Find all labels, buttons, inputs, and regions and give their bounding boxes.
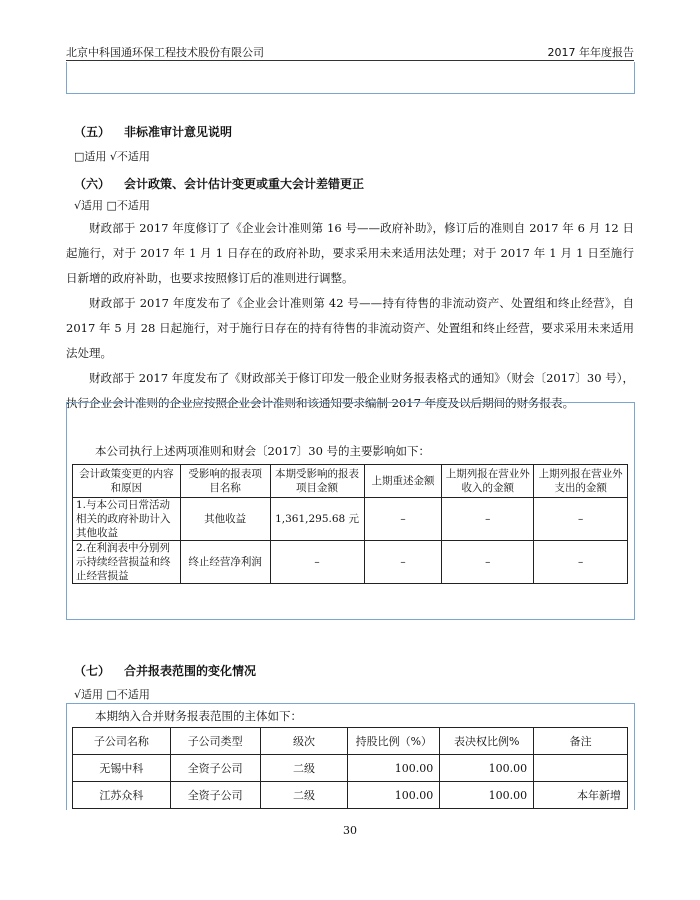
section6-paragraph-2: 财政部于 2017 年度发布了《企业会计准则第 42 号——持有待售的非流动资产、处置组和终止经营》，自 2017 年 5 月 28 日起施行，对于施行日存在的持有待售的非流动资产、处置组和终止经营，要求采用未来适用法处理。 <box>66 296 634 360</box>
table-header-cell: 受影响的报表项目名称 <box>180 465 270 498</box>
section6-options: √适用 □不适用 <box>74 199 150 212</box>
table-cell: – <box>534 541 628 584</box>
section6-number: （六） <box>74 177 111 191</box>
section6-heading <box>74 175 364 192</box>
table-cell: 1,361,295.68 元 <box>270 498 364 541</box>
table-cell: 2.在利润表中分别列示持续经营损益和终止经营损益 <box>73 541 181 584</box>
table-header-cell: 上期列报在营业外收入的金额 <box>442 465 534 498</box>
continuation-box <box>66 62 635 94</box>
section6-paragraph-1: 财政部于 2017 年度修订了《企业会计准则第 16 号——政府补助》，修订后的准则自 2017 年 6 月 12 日起施行，对于 2017 年 1 月 1 日存在的政府补助，要求采用未来适用法处理；对于 2017 年 1 月 1 日至施行日新增的政府补助，也要求按照修订后的准则进行调整。 <box>66 221 634 285</box>
section7-intro: 本期纳入合并财务报表范围的主体如下： <box>95 709 302 723</box>
table-cell: 全资子公司 <box>170 755 260 782</box>
table-header-cell: 上期列报在营业外支出的金额 <box>534 465 628 498</box>
table-cell: 其他收益 <box>180 498 270 541</box>
policy-change-table <box>72 464 628 584</box>
table-cell: 本年新增 <box>534 782 628 809</box>
section6-title: 会计政策、会计估计变更或重大会计差错更正 <box>124 177 365 191</box>
table-cell: 终止经营净利润 <box>180 541 270 584</box>
table-cell: – <box>270 541 364 584</box>
table-cell <box>534 755 628 782</box>
table-header-row <box>73 728 628 755</box>
table-cell: 100.00 <box>440 755 534 782</box>
table-header-cell: 表决权比例% <box>440 728 534 755</box>
table-header-cell: 持股比例（%） <box>348 728 440 755</box>
table-cell: 100.00 <box>440 782 534 809</box>
table-cell: – <box>364 498 442 541</box>
section7-heading <box>74 662 256 679</box>
table-cell: 全资子公司 <box>170 782 260 809</box>
section5-heading <box>74 123 232 140</box>
table-cell: – <box>442 541 534 584</box>
table-cell: 1.与本公司日常活动相关的政府补助计入其他收益 <box>73 498 181 541</box>
table-header-cell: 子公司名称 <box>73 728 171 755</box>
table-cell: – <box>442 498 534 541</box>
table-header-cell: 子公司类型 <box>170 728 260 755</box>
header-company: 北京中科国通环保工程技术股份有限公司 <box>66 46 264 59</box>
table-cell: 江苏众科 <box>73 782 171 809</box>
section5-title: 非标准审计意见说明 <box>124 125 233 139</box>
table-row <box>73 755 628 782</box>
table-header-cell: 级次 <box>260 728 348 755</box>
subsidiary-table <box>72 727 628 809</box>
table-cell: 100.00 <box>348 755 440 782</box>
table-header-cell: 备注 <box>534 728 628 755</box>
table-cell: – <box>364 541 442 584</box>
table-row <box>73 782 628 809</box>
table-cell: 无锡中科 <box>73 755 171 782</box>
table-cell: 二级 <box>260 755 348 782</box>
header-divider <box>66 60 634 61</box>
section6-paragraph-3: 财政部于 2017 年度发布了《财政部关于修订印发一般企业财务报表格式的通知》（财会〔2017〕30 号），执行企业会计准则的企业应按照企业会计准则和该通知要求编制 2017 年度及以后期间的财务报表。 <box>66 371 634 410</box>
table-cell: – <box>534 498 628 541</box>
table-cell: 二级 <box>260 782 348 809</box>
header-report-title: 2017 年年度报告 <box>547 46 634 59</box>
section7-number: （七） <box>74 664 111 678</box>
table-header-cell: 本期受影响的报表项目金额 <box>270 465 364 498</box>
section6-intro: 本公司执行上述两项准则和财会〔2017〕30 号的主要影响如下： <box>95 444 431 458</box>
section5-number: （五） <box>74 125 111 139</box>
table-row <box>73 498 628 541</box>
section7-title: 合并报表范围的变化情况 <box>124 664 257 678</box>
table-header-cell: 上期重述金额 <box>364 465 442 498</box>
section7-options: √适用 □不适用 <box>74 688 150 701</box>
table-header-row <box>73 465 628 498</box>
section5-options: □适用 √不适用 <box>74 150 150 163</box>
table-row <box>73 541 628 584</box>
table-header-cell: 会计政策变更的内容和原因 <box>73 465 181 498</box>
table-cell: 100.00 <box>348 782 440 809</box>
page-number: 30 <box>343 824 357 837</box>
